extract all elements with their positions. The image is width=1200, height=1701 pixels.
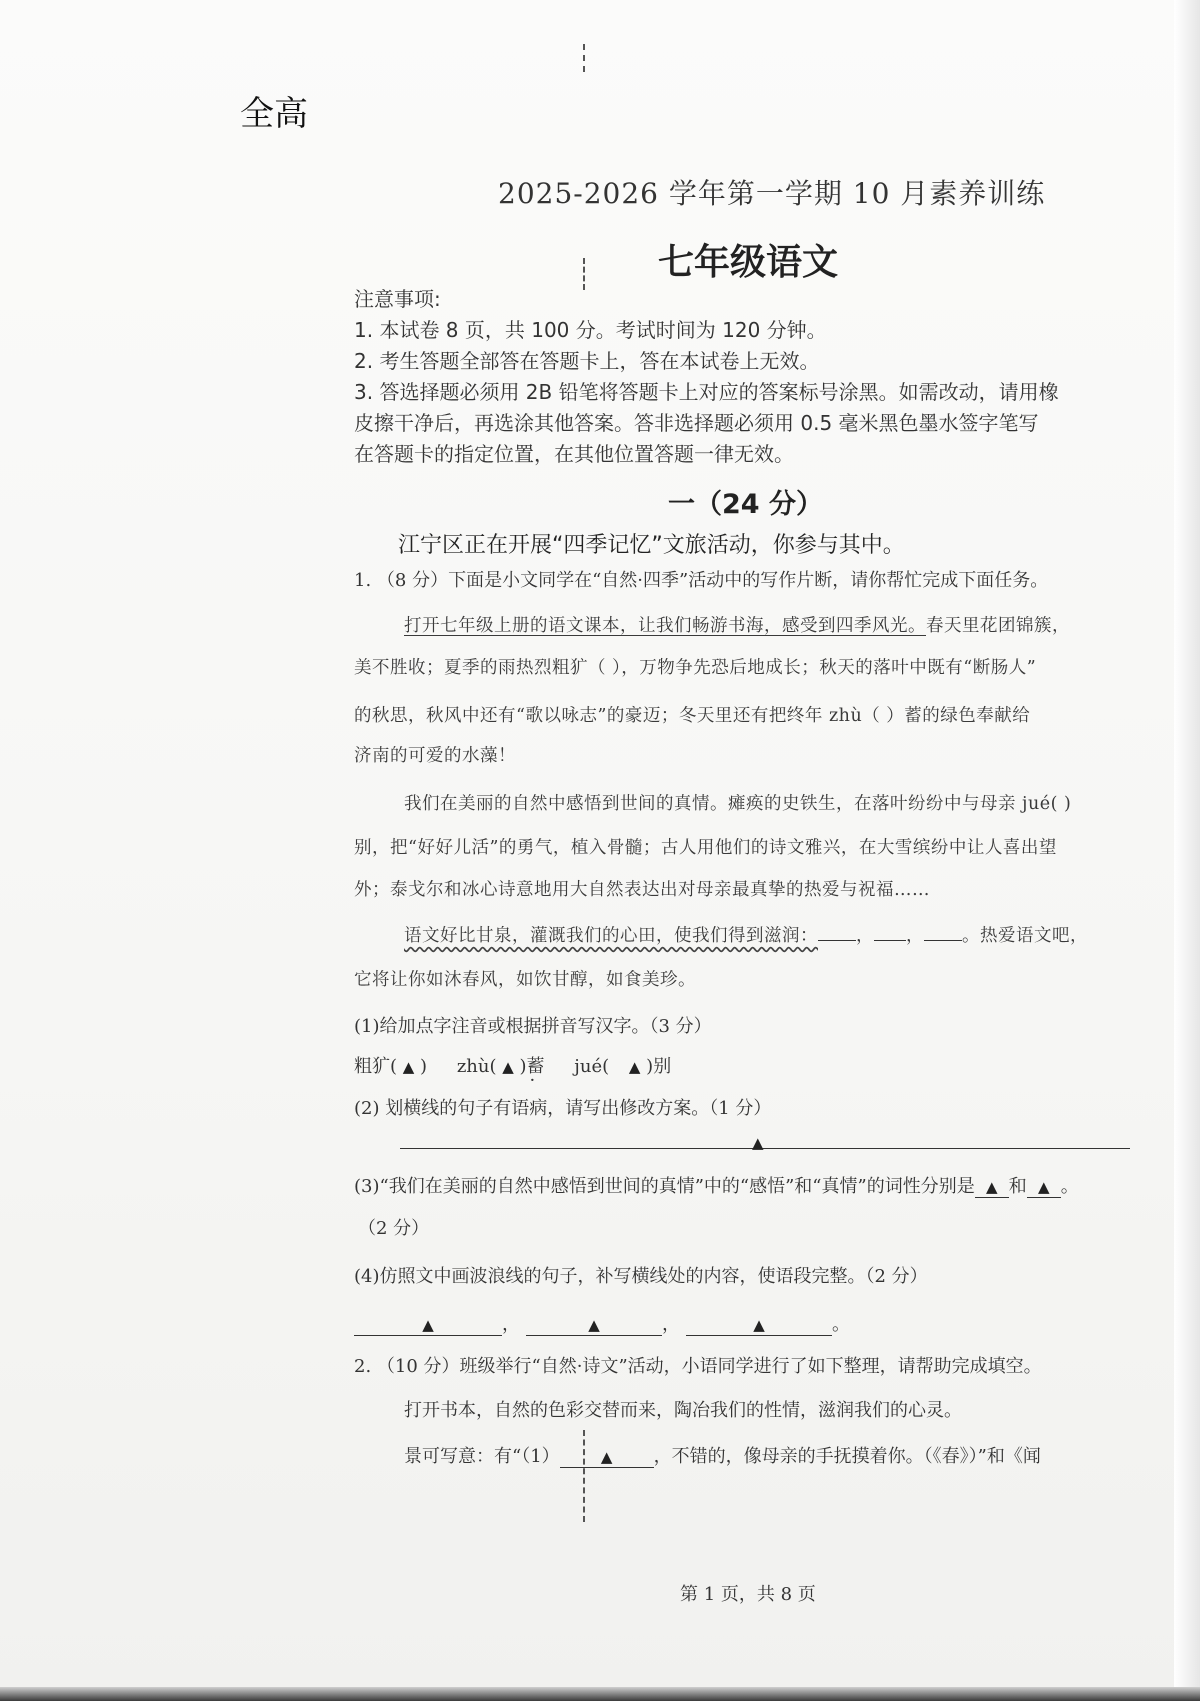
q1-passage-line: 济南的可爱的水藻！ <box>354 746 516 766</box>
q2-text-line <box>404 1442 1041 1468</box>
q1-sub1: (1)给加点字注音或根据拼音写汉字。（3 分） <box>354 1016 712 1037</box>
notes-heading: 注意事项: <box>354 287 441 311</box>
answer-triangle[interactable]: ▲ <box>628 1058 641 1076</box>
q1-passage-line <box>404 922 1088 947</box>
answer-triangle: ▲ <box>753 1316 765 1334</box>
punctuation: ) <box>420 1056 428 1077</box>
q1-blank[interactable] <box>354 1314 502 1336</box>
notes-item: 在答题卡的指定位置，在其他位置答题一律无效。 <box>354 442 794 466</box>
notes-block <box>354 284 1138 470</box>
q1-sub4: (4)仿照文中画波浪线的句子，补写横线处的内容，使语段完整。（2 分） <box>354 1266 928 1287</box>
sub1-label: )蓄 · <box>520 1056 545 1077</box>
answer-triangle: ▲ <box>752 1134 764 1152</box>
page-bottom-edge <box>0 1687 1200 1701</box>
q1-passage-text: 。热爱语文吧， <box>962 926 1088 946</box>
answer-triangle: ▲ <box>985 1178 998 1196</box>
q1-passage-line <box>404 612 1070 637</box>
q1-blank[interactable] <box>924 940 962 941</box>
punctuation: ， <box>906 926 924 946</box>
section-title: 一（24 分） <box>668 489 823 520</box>
sub3-text: 和 <box>1008 1176 1027 1197</box>
punctuation: ， <box>662 1314 680 1335</box>
corner-mark: 全高 <box>240 94 308 134</box>
notes-item: 1. 本试卷 8 页，共 100 分。考试时间为 120 分钟。 <box>354 318 827 342</box>
section-intro: 江宁区正在开展“四季记忆”文旅活动，你参与其中。 <box>398 533 905 558</box>
q1-passage-line: 的秋思，秋风中还有“歌以咏志”的豪迈；冬天里还有把终年 zhù（ ）蓄的绿色奉献给 <box>354 706 1031 726</box>
sub1-label: jué( <box>574 1056 610 1077</box>
exam-subject: 七年级语文 <box>658 242 839 283</box>
answer-triangle: ▲ <box>422 1316 434 1334</box>
q1-blank[interactable] <box>874 940 906 941</box>
sub3-text: (3)“我们在美丽的自然中感悟到世间的真情”中的“感悟”和“真情”的词性分别是 <box>354 1176 975 1197</box>
page-right-edge <box>1174 0 1200 1701</box>
q1-sub4-answers <box>354 1310 850 1336</box>
exam-title: 2025-2026 学年第一学期 10 月素养训练 <box>498 177 1046 210</box>
notes-item: 3. 答选择题必须用 2B 铅笔将答题卡上对应的答案标号涂黑。如需改动，请用橡 <box>354 380 1059 404</box>
answer-triangle: ▲ <box>1037 1178 1050 1196</box>
q1-blank[interactable] <box>1027 1176 1061 1198</box>
sub1-label: )别 <box>646 1056 672 1077</box>
q1-sub3-score: （2 分） <box>358 1218 430 1239</box>
page-footer: 第 1 页，共 8 页 <box>680 1584 816 1605</box>
punctuation: 。 <box>1060 1176 1079 1197</box>
q1-wavy-sentence: 语文好比甘泉，灌溉我们的心田，使我们得到滋润： <box>404 926 818 946</box>
q2-text: 景可写意：有“（1） <box>404 1446 560 1467</box>
q1-passage-line: 外；泰戈尔和冰心诗意地用大自然表达出对母亲最真挚的热爱与祝福…… <box>354 880 930 900</box>
answer-triangle[interactable]: ▲ <box>502 1058 514 1076</box>
q1-underlined-sentence: 打开七年级上册的语文课本，让我们畅游书海，感受到四季风光。 <box>404 616 926 636</box>
notes-item: 2. 考生答题全部答在答题卡上，答在本试卷上无效。 <box>354 349 820 373</box>
q1-passage-text: 春天里花团锦簇， <box>926 616 1070 636</box>
q1-passage-line: 美不胜收；夏季的雨热烈粗犷（ ），万物争先恐后地成长；秋天的落叶中既有“断肠人” <box>354 658 1037 678</box>
q2-text: 打开书本，自然的色彩交替而来，陶冶我们的性情，滋润我们的心灵。 <box>404 1400 962 1421</box>
answer-triangle: ▲ <box>588 1316 600 1334</box>
q1-sub1-answers <box>354 1052 671 1078</box>
q1-stem: 1. （8 分）下面是小文同学在“自然·四季”活动中的写作片断，请你帮忙完成下面任务。 <box>354 570 1049 591</box>
punctuation: ， <box>856 926 874 946</box>
binding-mark <box>583 44 585 72</box>
q2-stem: 2. （10 分）班级举行“自然·诗文”活动，小语同学进行了如下整理，请帮助完成填空。 <box>354 1356 1042 1377</box>
answer-triangle: ▲ <box>600 1448 613 1466</box>
q1-passage-line: 我们在美丽的自然中感悟到世间的真情。瘫痪的史铁生，在落叶纷纷中与母亲 jué( ) <box>404 794 1072 814</box>
answer-triangle[interactable]: ▲ <box>402 1058 415 1076</box>
sub1-label: 粗犷( <box>354 1056 398 1077</box>
q2-blank[interactable] <box>560 1446 654 1468</box>
q1-sub2: (2) 划横线的句子有语病，请写出修改方案。（1 分） <box>354 1098 772 1119</box>
q1-blank[interactable] <box>975 1176 1009 1198</box>
q2-text: ，不错的，像母亲的手抚摸着你。（《春》）”和《闻 <box>653 1446 1041 1467</box>
q1-blank[interactable] <box>686 1314 832 1336</box>
q1-blank[interactable] <box>818 940 856 941</box>
punctuation: ， <box>502 1314 520 1335</box>
q1-passage-line: 别，把“好好儿活”的勇气，植入骨髓；古人用他们的诗文雅兴，在大雪缤纷中让人喜出望 <box>354 838 1057 858</box>
q1-sub2-answer-line[interactable] <box>400 1148 1130 1149</box>
punctuation: 。 <box>832 1314 850 1335</box>
q1-passage-line: 它将让你如沐春风，如饮甘醇，如食美珍。 <box>354 970 696 990</box>
q1-blank[interactable] <box>526 1314 662 1336</box>
notes-item: 皮擦干净后，再选涂其他答案。答非选择题必须用 0.5 毫米黑色墨水签字笔写 <box>354 411 1039 435</box>
q1-sub3 <box>354 1172 1079 1198</box>
sub1-label: zhù( <box>456 1056 497 1077</box>
